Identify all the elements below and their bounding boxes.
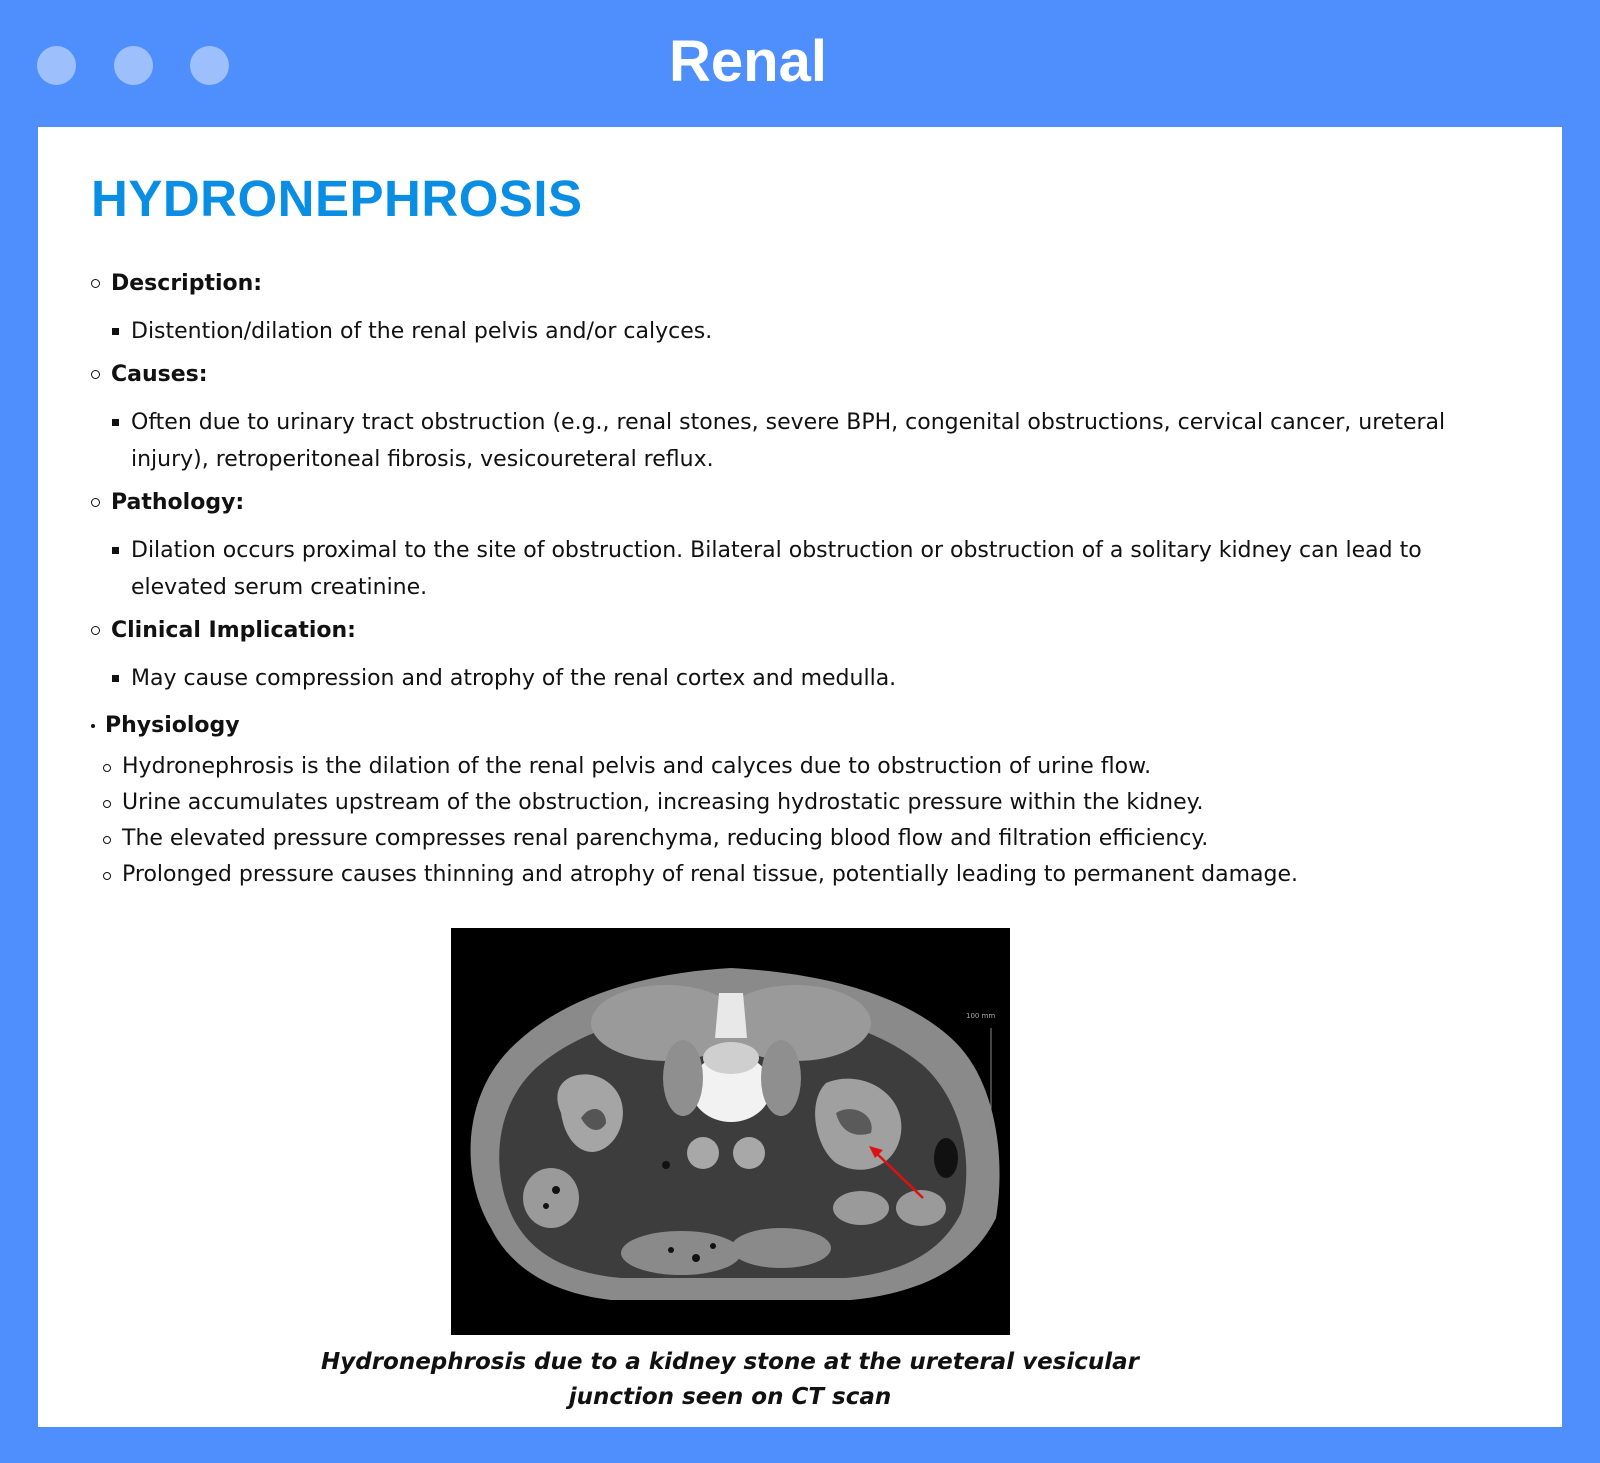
title-bar — [0, 0, 1600, 127]
list-item: Prolonged pressure causes thinning and atrophy of renal tissue, potentially leading to permanent damage. — [91, 857, 1491, 893]
window-title: Renal — [669, 29, 827, 94]
section-text: Dilation occurs proximal to the site of obstruction. Bilateral obstruction or obstruction of a solitary kidney can lead to elevated serum creatinine. — [131, 538, 1422, 600]
square-bullet-icon — [112, 419, 119, 426]
section-text: Distention/dilation of the renal pelvis and/or calyces. — [131, 319, 713, 344]
list-item: Hydronephrosis is the dilation of the renal pelvis and calyces due to obstruction of urine flow. — [91, 749, 1491, 785]
section-label: Causes: — [111, 362, 208, 387]
section-description — [91, 267, 1491, 350]
physiology-list — [91, 749, 1491, 893]
physiology-heading: Physiology — [91, 709, 1491, 743]
section-label: Pathology: — [111, 490, 245, 515]
hollow-bullet-icon — [103, 800, 111, 808]
section-text: Often due to urinary tract obstruction (e.g., renal stones, severe BPH, congenital obstructions, cervical cancer, ureteral injury), retroperitoneal fibrosis, vesicoureteral reflux. — [131, 410, 1446, 472]
dot-bullet-icon — [91, 724, 95, 728]
page-heading: HYDRONEPHROSIS — [91, 170, 583, 227]
list-item: The elevated pressure compresses renal parenchyma, reducing blood flow and filtration efficiency. — [91, 821, 1491, 857]
hollow-bullet-icon — [103, 872, 111, 880]
section-label: Clinical Implication: — [111, 618, 356, 643]
section-label: Description: — [111, 271, 263, 296]
hollow-bullet-icon — [91, 626, 100, 635]
hollow-bullet-icon — [91, 370, 100, 379]
section-causes — [91, 358, 1491, 478]
hollow-bullet-icon — [91, 279, 100, 288]
ct-scan-image — [451, 928, 1010, 1335]
section-clinical-implication — [91, 614, 1491, 697]
figure-caption: Hydronephrosis due to a kidney stone at the ureteral vesicular junction seen on CT scan — [320, 1349, 1140, 1410]
square-bullet-icon — [112, 328, 119, 335]
square-bullet-icon — [112, 675, 119, 682]
hollow-bullet-icon — [103, 764, 111, 772]
content-page — [38, 127, 1562, 1427]
hollow-bullet-icon — [103, 836, 111, 844]
section-text: May cause compression and atrophy of the renal cortex and medulla. — [131, 666, 897, 691]
hollow-bullet-icon — [91, 498, 100, 507]
square-bullet-icon — [112, 547, 119, 554]
notes-list — [91, 267, 1491, 893]
list-item: Urine accumulates upstream of the obstruction, increasing hydrostatic pressure within the kidney. — [91, 785, 1491, 821]
section-pathology — [91, 486, 1491, 606]
scale-label: 100 mm — [966, 1012, 996, 1020]
